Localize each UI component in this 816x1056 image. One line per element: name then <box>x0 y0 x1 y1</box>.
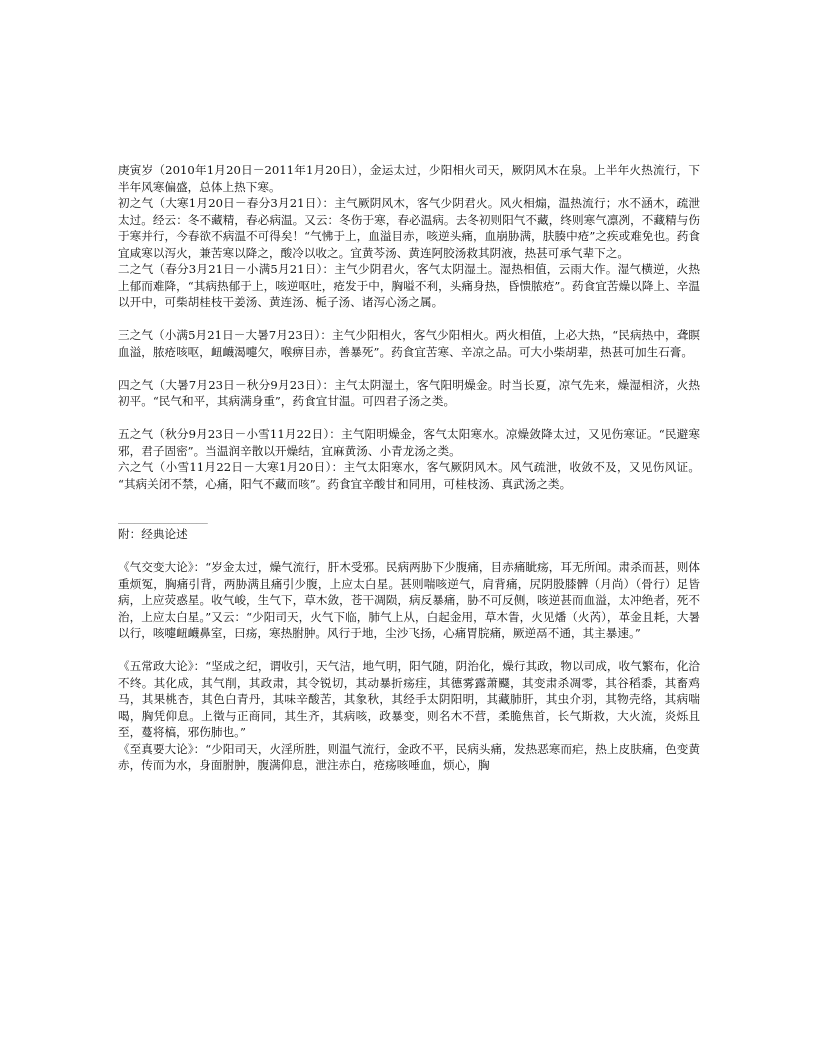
paragraph-qi-5: 五之气（秋分9月23日－小雪11月22日）：主气阳明燥金，客气太阳寒水。凉燥敛降太过，又见伤寒证。“民避寒邪，君子固密”。当温润辛散以开燥结，宜麻黄汤、小青龙汤之类。 <box>118 427 700 458</box>
paragraph-qi-3: 三之气（小满5月21日－大暑7月23日）：主气少阳相火，客气少阳相火。两火相值，上必大热，“民病热中，聋瞑血溢，脓疮咳呕，衄衊渴嚏欠，喉痹目赤，善暴死”。药食宜苦寒、辛凉之品。可大小柴胡辈，热甚可加生石膏。 <box>118 328 700 359</box>
paragraph-qi-1: 初之气（大寒1月20日－春分3月21日）：主气厥阴风木，客气少阴君火。风火相煽，温热流行；水不涵木，疏泄太过。经云：冬不藏精，春必病温。又云：冬伤于寒，春必温病。去冬初则阳气不藏，终则寒气凛冽，不藏精与伤于寒并行，今春欲不病温不可得矣！“气怫于上，血溢目赤，咳逆头痛，血崩胁满，肤腠中疮”之疾或难免也。药食宜咸寒以泻火，兼苦寒以降之，酸冷以收之。宜黄芩汤、黄连阿胶汤救其阴液，热甚可承气辈下之。 <box>118 196 700 260</box>
paragraph-qi-2: 二之气（春分3月21日－小满5月21日）：主气少阴君火，客气太阴湿土。湿热相值，云雨大作。湿气横逆，火热上郁而难降，“其病热郁于上，咳逆呕吐，疮发于中，胸嗌不利，头痛身热，昏愦脓疮”。药食宜苦燥以降上、辛温以开中，可柴胡桂枝干姜汤、黄连汤、栀子汤、诸泻心汤之属。 <box>118 262 700 310</box>
paragraph-qi-6: 六之气（小雪11月22日－大寒1月20日）：主气太阳寒水，客气厥阴风木。风气疏泄，收敛不及，又见伤风证。“其病关闭不禁，心痛，阳气不藏而咳”。药食宜辛酸甘和同用，可桂枝汤、真武汤之类。 <box>118 460 700 491</box>
paragraph-classic-qijiaobian: 《气交变大论》：“岁金太过，燥气流行，肝木受邪。民病两胁下少腹痛，目赤痛眦疡，耳无所闻。肃杀而甚，则体重烦冤，胸痛引背，两胁满且痛引少腹，上应太白星。甚则喘咳逆气，肩背痛，尻阴股膝髀（月尚）（骨行）足皆病，上应荧惑星。收气峻，生气下，草木敛，苍干凋陨，病反暴痛，胁不可反侧，咳逆甚而血溢，太冲绝者，死不治，上应太白星。”又云：“少阳司天，火气下临，肺气上从，白起金用，草木眚，火见燔（火芮），革金且耗，大暑以行，咳嚏衄衊鼻室，曰疡，寒热胕肿。风行于地，尘沙飞扬，心痛胃脘痛，厥逆鬲不通，其主暴速。” <box>118 559 700 641</box>
paragraph-qi-4: 四之气（大暑7月23日－秋分9月23日）：主气太阴湿土，客气阳明燥金。时当长夏，凉气先来，燥湿相济，火热初平。“民气和平，其病满身重”，药食宜甘温。可四君子汤之类。 <box>118 377 700 409</box>
paragraph-intro: 庚寅岁（2010年1月20日－2011年1月20日），金运太过，少阳相火司天，厥阴风木在泉。上半年火热流行，下半年风寒偏盛，总体上热下寒。 <box>118 163 700 194</box>
section-separator: ________________ <box>118 509 208 524</box>
appendix-title: 附：经典论述 <box>118 527 188 542</box>
paragraph-classic-zhizhenyao: 《至真要大论》：“少阳司天，火淫所胜，则温气流行，金政不平，民病头痛，发热恶寒而疟，热上皮肤痛，色变黄赤，传而为水，身面胕肿，腹满仰息，泄注赤白，疮疡咳唾血，烦心，胸 <box>118 741 700 773</box>
paragraph-classic-wuchangzheng: 《五常政大论》：“坚成之纪，谓收引，天气洁，地气明，阳气随，阴治化，燥行其政，物以司成，收气繁布，化洽不终。其化成，其气削，其政肃，其令锐切，其动暴折疡疰，其德雾露萧飋，其变肃杀凋零，其谷稻黍，其畜鸡马，其果桃杏，其色白青丹，其味辛酸苦，其象秋，其经手太阴阳明，其藏肺肝，其虫介羽，其物壳络，其病喘喝，胸凭仰息。上徵与正商同，其生齐，其病咳，政暴变，则名木不营，柔脆焦首，长气斯救，大火流，炎烁且至，蔓将槁，邪伤肺也。” <box>118 659 700 740</box>
document-body <box>118 162 700 774</box>
